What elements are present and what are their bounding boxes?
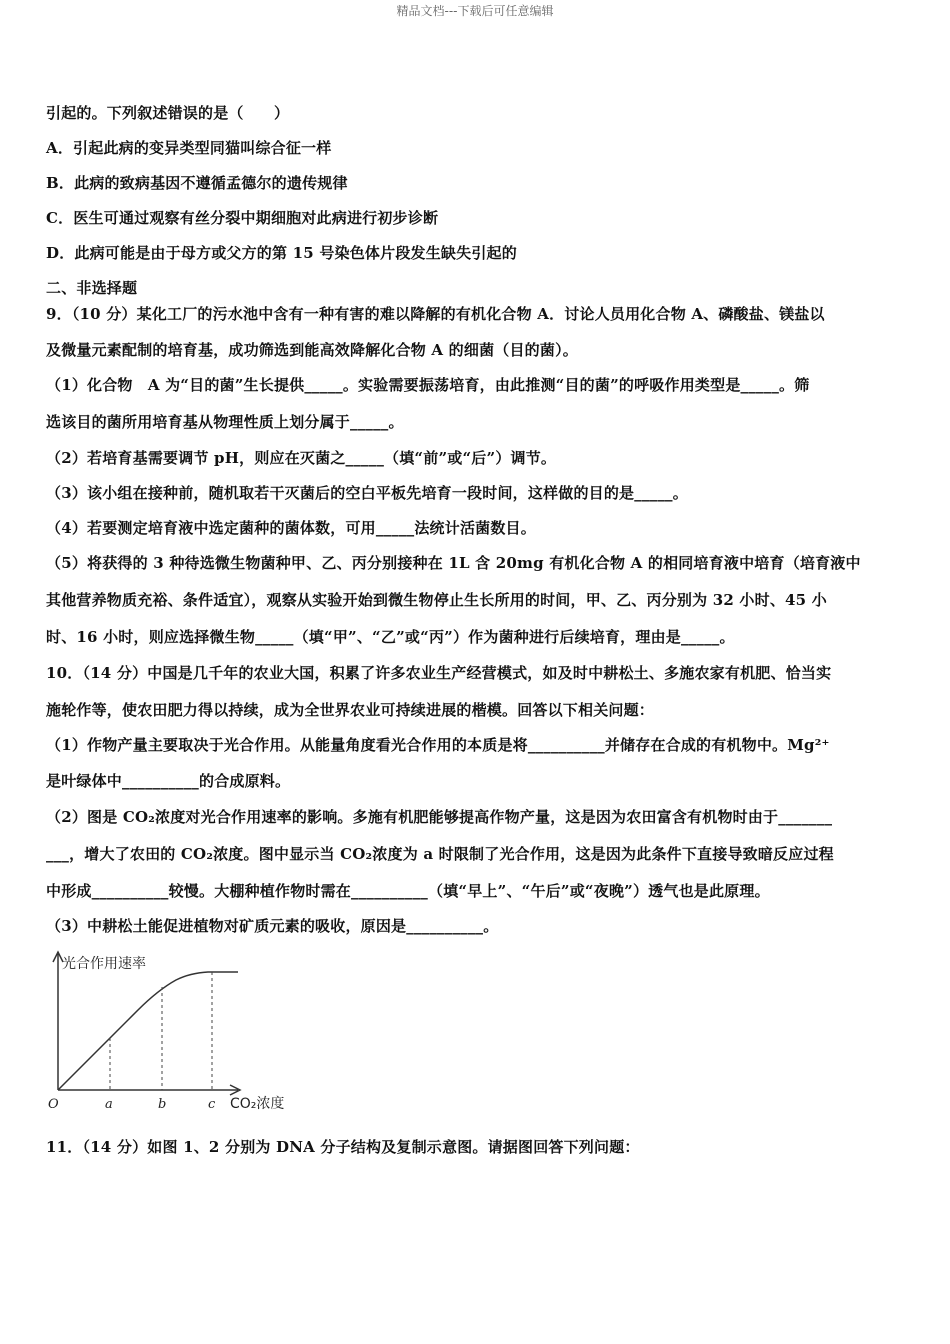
q9-part-3: （3）该小组在接种前，随机取若干灭菌后的空白平板先培育一段时间，这样做的目的是_____。 <box>46 484 688 502</box>
q9-part-5: （5）将获得的 3 种待选微生物菌种甲、乙、丙分别接种在 1L 含 20mg 有机化合物 A 的相同培育液中培育（培育液中 <box>46 554 861 572</box>
q10-part-1: （1）作物产量主要取决于光合作用。从能量角度看光合作用的本质是将__________并储存在合成的有机物中。Mg²⁺ <box>46 736 830 754</box>
question-8-stem-end: 引起的。下列叙述错误的是（ ） <box>46 104 290 122</box>
q10-part-2-cont: ___，增大了农田的 CO₂浓度。图中显示当 CO₂浓度为 a 时限制了光合作用，这是因为此条件下直接导致暗反应过程 <box>46 845 834 863</box>
tick-b: b <box>158 1097 167 1112</box>
x-axis-label: CO₂浓度 <box>230 1096 285 1112</box>
question-10-stem-cont: 施轮作等，使农田肥力得以持续，成为全世界农业可持续进展的楷模。回答以下相关问题： <box>46 701 655 719</box>
q9-part-5-cont2: 时、16 小时，则应选择微生物_____（填“甲”、“乙”或“丙”）作为菌种进行后续培育，理由是_____。 <box>46 628 735 646</box>
option-d: D．此病可能是由于母方或父方的第 15 号染色体片段发生缺失引起的 <box>46 244 517 262</box>
q10-part-1-cont: 是叶绿体中__________的合成原料。 <box>46 772 291 790</box>
q10-part-2-cont2: 中形成__________较慢。大棚种植作物时需在__________（填“早上”、“午后”或“夜晚”）透气也是此原理。 <box>46 882 770 900</box>
y-axis-label: 光合作用速率 <box>62 956 146 972</box>
page-header: 精品文档---下载后可任意编辑 <box>396 4 554 18</box>
section-heading: 二、非选择题 <box>46 279 138 297</box>
q9-part-4: （4）若要测定培育液中选定菌种的菌体数，可用_____法统计活菌数目。 <box>46 519 536 537</box>
co2-photosynthesis-graph <box>30 942 320 1117</box>
question-10-stem: 10．（14 分）中国是几千年的农业大国，积累了许多农业生产经营模式，如及时中耕松土、多施农家有机肥、恰当实 <box>46 664 832 682</box>
origin-label: O <box>48 1097 59 1112</box>
rate-curve <box>58 972 238 1090</box>
q9-part-5-cont: 其他营养物质充裕、条件适宜），观察从实验开始到微生物停止生长所用的时间，甲、乙、丙分别为 32 小时、45 小 <box>46 591 827 609</box>
option-a: A．引起此病的变异类型同猫叫综合征一样 <box>46 139 332 157</box>
option-b: B．此病的致病基因不遵循孟德尔的遗传规律 <box>46 174 348 192</box>
q9-part-2: （2）若培育基需要调节 pH，则应在灭菌之_____（填“前”或“后”）调节。 <box>46 449 557 467</box>
question-9-stem: 9．（10 分）某化工厂的污水池中含有一种有害的难以降解的有机化合物 A．讨论人员用化合物 A、磷酸盐、镁盐以 <box>46 305 825 323</box>
question-11-stem: 11．（14 分）如图 1、2 分别为 DNA 分子结构及复制示意图。请据图回答下列问题： <box>46 1138 640 1156</box>
question-9-stem-cont: 及微量元素配制的培育基，成功筛选到能高效降解化合物 A 的细菌（目的菌）。 <box>46 341 578 359</box>
tick-c: c <box>208 1097 216 1112</box>
tick-a: a <box>105 1097 113 1112</box>
q10-part-3: （3）中耕松土能促进植物对矿质元素的吸收，原因是__________。 <box>46 917 499 935</box>
q9-part-1-cont: 选该目的菌所用培育基从物理性质上划分属于_____。 <box>46 413 404 431</box>
q9-part-1: （1）化合物 A 为“目的菌”生长提供_____。实验需要振荡培育，由此推测“目的菌”的呼吸作用类型是_____。筛 <box>46 376 810 394</box>
q10-part-2: （2）图是 CO₂浓度对光合作用速率的影响。多施有机肥能够提高作物产量，这是因为农田富含有机物时由于_______ <box>46 808 833 826</box>
option-c: C．医生可通过观察有丝分裂中期细胞对此病进行初步诊断 <box>46 209 439 227</box>
